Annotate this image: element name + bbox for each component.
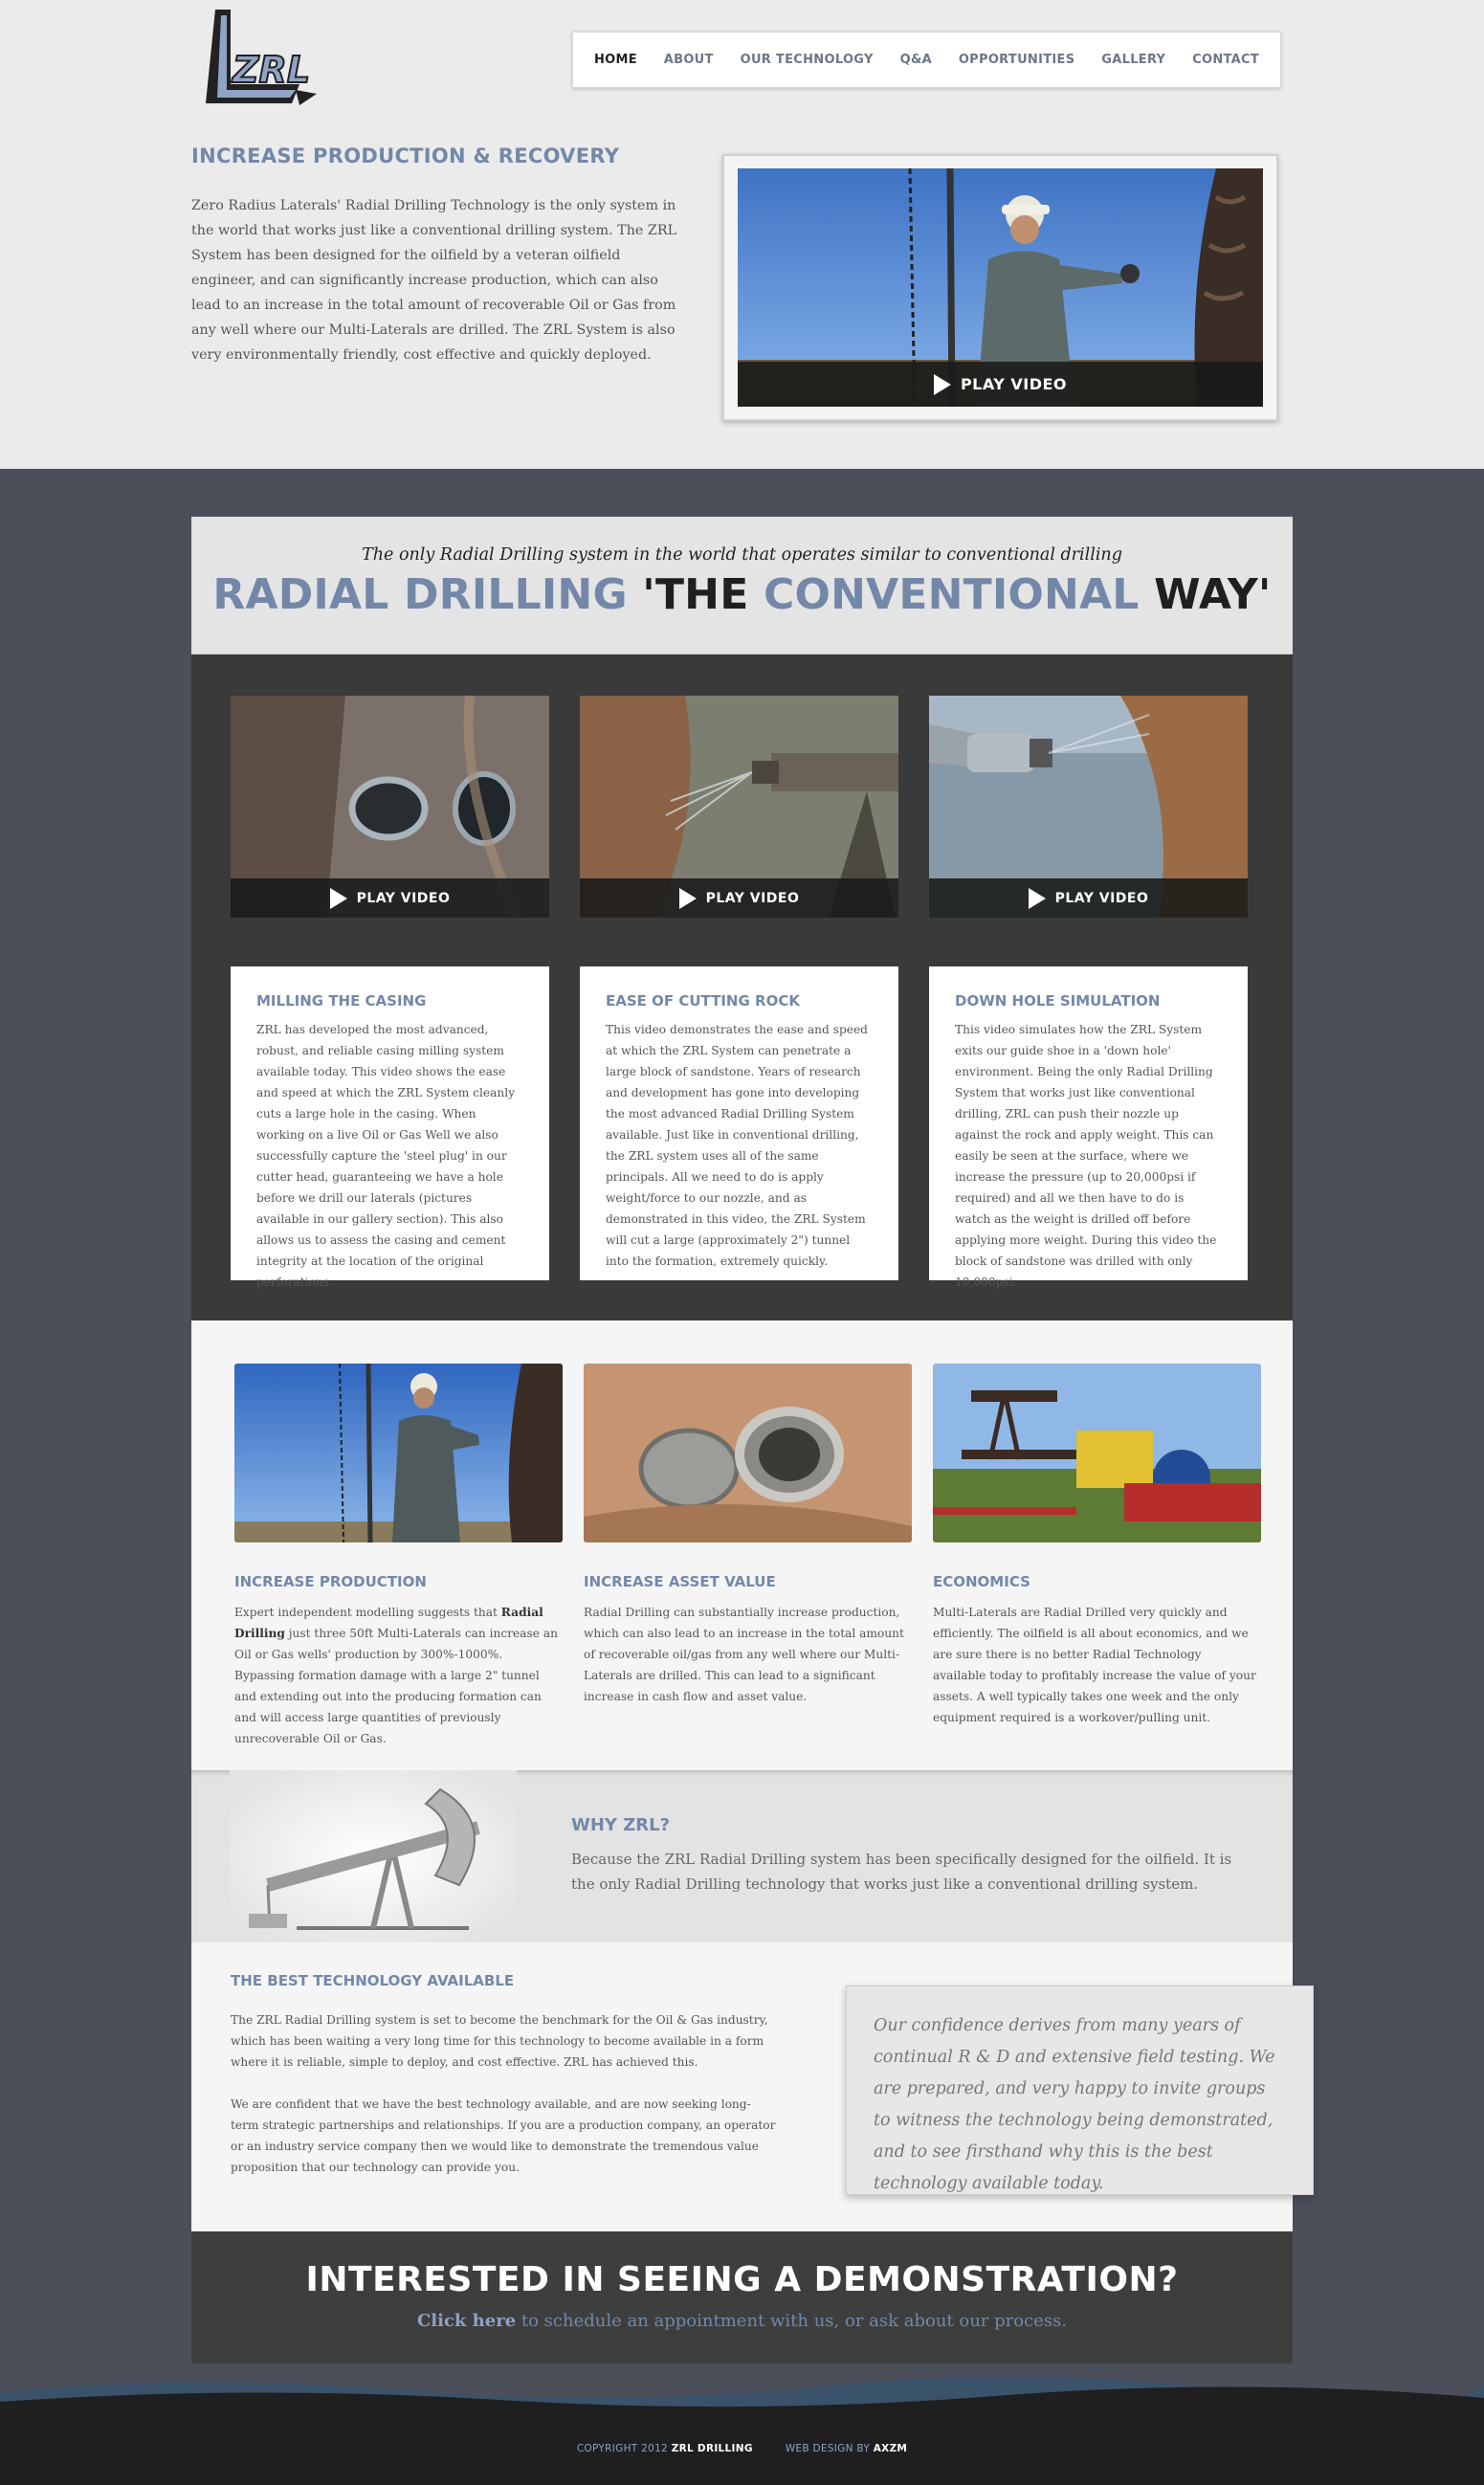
nav-our-technology[interactable]: OUR TECHNOLOGY xyxy=(740,53,874,67)
cutting-rock-card-title: EASE OF CUTTING ROCK xyxy=(606,992,800,1010)
milling-card-title: MILLING THE CASING xyxy=(256,992,427,1010)
increase-production-text xyxy=(234,1602,558,1749)
down-hole-play-video-button[interactable] xyxy=(929,878,1248,918)
economics-title: ECONOMICS xyxy=(933,1573,1030,1590)
video-card-down-hole xyxy=(929,696,1248,1289)
footer-copyright-prefix: COPYRIGHT 2012 xyxy=(576,2442,672,2454)
nav-home[interactable]: HOME xyxy=(593,53,637,67)
confidence-quote-text: Our confidence derives from many years of continual R & D and extensive field testing. We are prepared, and very happy to invite groups to witness the technology being demonstrated, and to see firsthand why this is the best technology available today. xyxy=(874,2016,1275,2193)
hero-text: Zero Radius Laterals' Radial Drilling Technology is the only system in the world that works just like a conventional drilling system. The ZRL System has been designed for the oilfield by a veteran oilfield engineer, and can significantly increase production, which can also lead to an increase in the total amount of recoverable Oil or Gas from any well where our Multi-Laterals are drilled. The ZRL System is also very environmentally friendly, cost effective and quickly deployed. xyxy=(191,198,677,363)
video-cards-section xyxy=(191,655,1293,1320)
feature-economics xyxy=(933,1364,1261,1728)
down-hole-card-body xyxy=(929,966,1248,1289)
nav-qa[interactable]: Q&A xyxy=(899,53,932,67)
pumpjack-icon xyxy=(230,1770,517,1942)
milling-play-video-button[interactable] xyxy=(231,878,549,918)
cta-text-rest: to schedule an appointment with us, or ask about our process. xyxy=(516,2311,1068,2331)
footer xyxy=(0,2411,1484,2485)
down-hole-card-title: DOWN HOLE SIMULATION xyxy=(955,992,1161,1010)
footer-wave xyxy=(0,2363,1484,2413)
hero-title: INCREASE PRODUCTION & RECOVERY xyxy=(191,144,620,167)
feature-increase-asset-value xyxy=(584,1364,912,1707)
milling-card-text: ZRL has developed the most advanced, robust, and reliable casing milling system available today. This video shows the ease and speed at which the ZRL System cleanly cuts a large hole in the casing. When working on a live Oil or Gas Well we also successfully capture the 'steel plug' in our cutter head, guaranteeing we have a hole before we drill our laterals (pictures available in our gallery section). This also allows us to assess the casing and cement integrity at the location of the original perforations. xyxy=(256,1023,516,1289)
zrl-logo[interactable] xyxy=(204,10,321,105)
banner-word-radial: RADIAL DRILLING xyxy=(212,570,643,619)
play-video-label: PLAY VIDEO xyxy=(960,375,1068,393)
best-technology-paragraph-1: The ZRL Radial Drilling system is set to become the benchmark for the Oil & Gas industry, which has been waiting a very long time for this technology to become available in a form where it is reliable, simple to deploy, and cost effective. ZRL has achieved this. xyxy=(231,2013,768,2069)
footer-copyright xyxy=(577,2443,753,2454)
best-technology-section xyxy=(191,1942,1293,2231)
economics-image[interactable] xyxy=(933,1364,1261,1542)
feature-increase-production xyxy=(234,1364,563,1749)
milling-card-body xyxy=(231,966,549,1289)
features-section xyxy=(191,1320,1293,1770)
banner-headline xyxy=(191,570,1293,619)
increase-production-text-bold: Radial Drilling xyxy=(234,1606,543,1640)
banner-word-the: 'THE xyxy=(642,570,764,619)
play-icon xyxy=(1029,888,1046,909)
increase-asset-value-image[interactable] xyxy=(584,1364,912,1542)
milling-video-thumbnail[interactable] xyxy=(231,696,549,918)
increase-production-text-a: Expert independent modelling suggests that xyxy=(234,1606,501,1619)
increase-asset-value-text: Radial Drilling can substantially increase production, which can also lead to an increase in the total amount of recoverable oil/gas from any well where our Multi-Laterals are drilled. This can lead to a significant increase in cash flow and asset value. xyxy=(584,1606,904,1703)
logo-text: ZRL xyxy=(233,49,311,91)
why-zrl-text: Because the ZRL Radial Drilling system has been specifically designed for the oilfield. It is the only Radial Drilling technology that works just like a conventional drilling system. xyxy=(571,1851,1232,1893)
main-video-thumbnail[interactable] xyxy=(738,168,1263,407)
cta-title: INTERESTED IN SEEING A DEMONSTRATION? xyxy=(305,2260,1179,2299)
main-video[interactable] xyxy=(722,154,1278,421)
main-nav xyxy=(572,32,1281,88)
cta-click-here-link[interactable]: Click here xyxy=(416,2311,517,2331)
play-video-label: PLAY VIDEO xyxy=(705,890,800,906)
cutting-rock-card-body xyxy=(580,966,898,1280)
footer-web-design[interactable] xyxy=(786,2443,907,2454)
play-icon xyxy=(679,888,697,909)
economics-text: Multi-Laterals are Radial Drilled very quickly and efficiently. The oilfield is all about economics, and we are sure there is no better Radial Technology available today to profitably increase the value of your assets. A well typically takes one week and the only equipment required is a workover/pulling unit. xyxy=(933,1606,1256,1724)
best-technology-title: THE BEST TECHNOLOGY AVAILABLE xyxy=(231,1972,515,1989)
down-hole-card-text: This video simulates how the ZRL System exits our guide shoe in a 'down hole' environment. Being the only Radial Drilling System that works just like conventional drilling, ZRL can push their nozzle up against the rock and apply weight. This can easily be seen at the surface, where we increase the pressure (up to 20,000psi if required) and all we then have to do is watch as the weight is drilled off before applying more weight. During this video the block of sandstone was drilled with only 10,000psi. xyxy=(955,1023,1217,1289)
nav-opportunities[interactable]: OPPORTUNITIES xyxy=(958,53,1075,67)
footer-designer-name[interactable]: AXZM xyxy=(873,2442,908,2454)
why-zrl-section xyxy=(191,1770,1293,1942)
cutting-rock-video-thumbnail[interactable] xyxy=(580,696,898,918)
play-icon xyxy=(330,888,347,909)
footer-company-name: ZRL DRILLING xyxy=(671,2442,753,2454)
radial-drilling-banner xyxy=(191,517,1293,655)
main-play-video-button[interactable] xyxy=(738,362,1263,407)
cta-text xyxy=(191,2311,1293,2331)
nav-gallery[interactable]: GALLERY xyxy=(1101,53,1166,67)
cutting-rock-play-video-button[interactable] xyxy=(580,878,898,918)
top-section xyxy=(0,0,1484,469)
banner-word-conventional: CONVENTIONAL xyxy=(763,570,1140,619)
video-card-cutting-rock xyxy=(580,696,898,1280)
play-icon xyxy=(934,374,951,395)
nav-about[interactable]: ABOUT xyxy=(663,53,714,67)
demonstration-cta xyxy=(191,2231,1293,2363)
video-card-milling xyxy=(231,696,549,1289)
why-zrl-title: WHY ZRL? xyxy=(571,1815,671,1835)
footer-web-design-prefix: WEB DESIGN BY xyxy=(785,2442,874,2454)
best-technology-paragraph-2: We are confident that we have the best technology available, and are now seeking long-term strategic partnerships and relationships. If you are a production company, an operator or an industry service company then we would like to demonstrate the tremendous value proposition that our technology can provide you. xyxy=(231,2097,776,2174)
down-hole-video-thumbnail[interactable] xyxy=(929,696,1248,918)
banner-word-way: WAY' xyxy=(1139,570,1272,619)
increase-production-image[interactable] xyxy=(234,1364,563,1542)
banner-tagline: The only Radial Drilling system in the world that operates similar to conventional drilling xyxy=(362,545,1122,565)
increase-production-title: INCREASE PRODUCTION xyxy=(234,1573,427,1590)
nav-contact[interactable]: CONTACT xyxy=(1192,53,1260,67)
increase-production-text-b: just three 50ft Multi-Laterals can increase an Oil or Gas wells' production by 300%-1000%. Bypassing formation damage with a large 2" tunnel and extending out into the producing formation can and will access large quantities of previously unrecoverable Oil or Gas. xyxy=(234,1627,558,1745)
play-video-label: PLAY VIDEO xyxy=(1054,890,1149,906)
increase-asset-value-title: INCREASE ASSET VALUE xyxy=(584,1573,776,1590)
play-video-label: PLAY VIDEO xyxy=(356,890,451,906)
cutting-rock-card-text: This video demonstrates the ease and speed at which the ZRL System can penetrate a large block of sandstone. Years of research and development has gone into developing the most advanced Radial Drilling System available. Just like in conventional drilling, the ZRL system uses all of the same principals. All we need to do is apply weight/force to our nozzle, and as demonstrated in this video, the ZRL System will cut a large (approximately 2") tunnel into the formation, extremely quickly. xyxy=(606,1023,868,1268)
confidence-quote xyxy=(846,1986,1314,2195)
